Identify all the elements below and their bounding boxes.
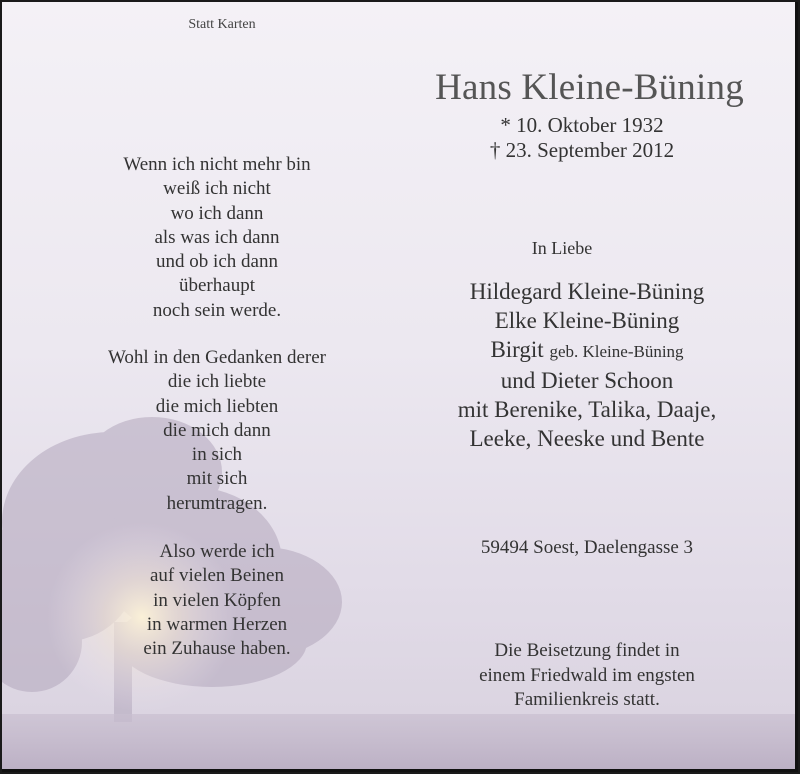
poem-line: wo ich dann	[170, 202, 264, 224]
poem-line: herumtragen.	[166, 492, 268, 514]
death-date: † 23. September 2012	[489, 138, 675, 162]
birth-date: * 10. Oktober 1932	[500, 113, 664, 137]
death-notice-card	[2, 2, 798, 772]
in-liebe-label: In Liebe	[531, 238, 593, 258]
horizon-ground	[2, 714, 795, 769]
poem-line: Wohl in den Gedanken derer	[108, 347, 326, 368]
poem-stanza-3	[42, 540, 392, 661]
poem-line: auf vielen Beinen	[149, 565, 284, 587]
statt-karten-label: Statt Karten	[188, 17, 256, 32]
poem-line: noch sein werde.	[152, 299, 282, 321]
poem-line: überhaupt	[179, 275, 255, 297]
poem-line: weiß ich nicht	[163, 178, 271, 200]
maiden-name: geb. Kleine-Büning	[549, 342, 684, 361]
poem-line: als was ich dann	[154, 226, 280, 248]
poem-line: in vielen Köpfen	[153, 589, 281, 611]
poem-line: mit sich	[186, 468, 248, 490]
poem-line: die mich liebten	[155, 395, 279, 417]
mourners-list	[402, 277, 772, 453]
poem-line: Also werde ich	[159, 541, 275, 562]
mourner-line: Leeke, Neeske und Bente	[469, 426, 705, 451]
poem-stanza-1	[42, 153, 392, 323]
poem-line: in sich	[191, 444, 243, 466]
poem-line: in warmen Herzen	[146, 613, 288, 635]
address: 59494 Soest, Daelengasse 3	[480, 537, 694, 558]
poem-line: die mich dann	[163, 419, 271, 441]
poem-line: Wenn ich nicht mehr bin	[123, 154, 311, 175]
mourner-name: Birgit	[490, 337, 544, 362]
poem-line: die ich liebte	[167, 371, 267, 393]
mourner-line	[402, 335, 772, 366]
poem-line: ein Zuhause haben.	[143, 638, 291, 660]
deceased-name: Hans Kleine-Büning	[435, 67, 744, 108]
poem-line: und ob ich dann	[156, 251, 278, 273]
burial-line: Familienkreis statt.	[514, 689, 660, 710]
burial-notice	[402, 639, 772, 713]
mourner-line: und Dieter Schoon	[500, 368, 674, 393]
burial-line: Die Beisetzung findet in	[494, 640, 680, 661]
burial-line: einem Friedwald im engsten	[479, 664, 695, 686]
mourner-line: Elke Kleine-Büning	[494, 308, 680, 333]
poem-stanza-2	[42, 346, 392, 516]
mourner-line: mit Berenike, Talika, Daaje,	[457, 397, 717, 422]
mourner-line: Hildegard Kleine-Büning	[469, 279, 705, 304]
